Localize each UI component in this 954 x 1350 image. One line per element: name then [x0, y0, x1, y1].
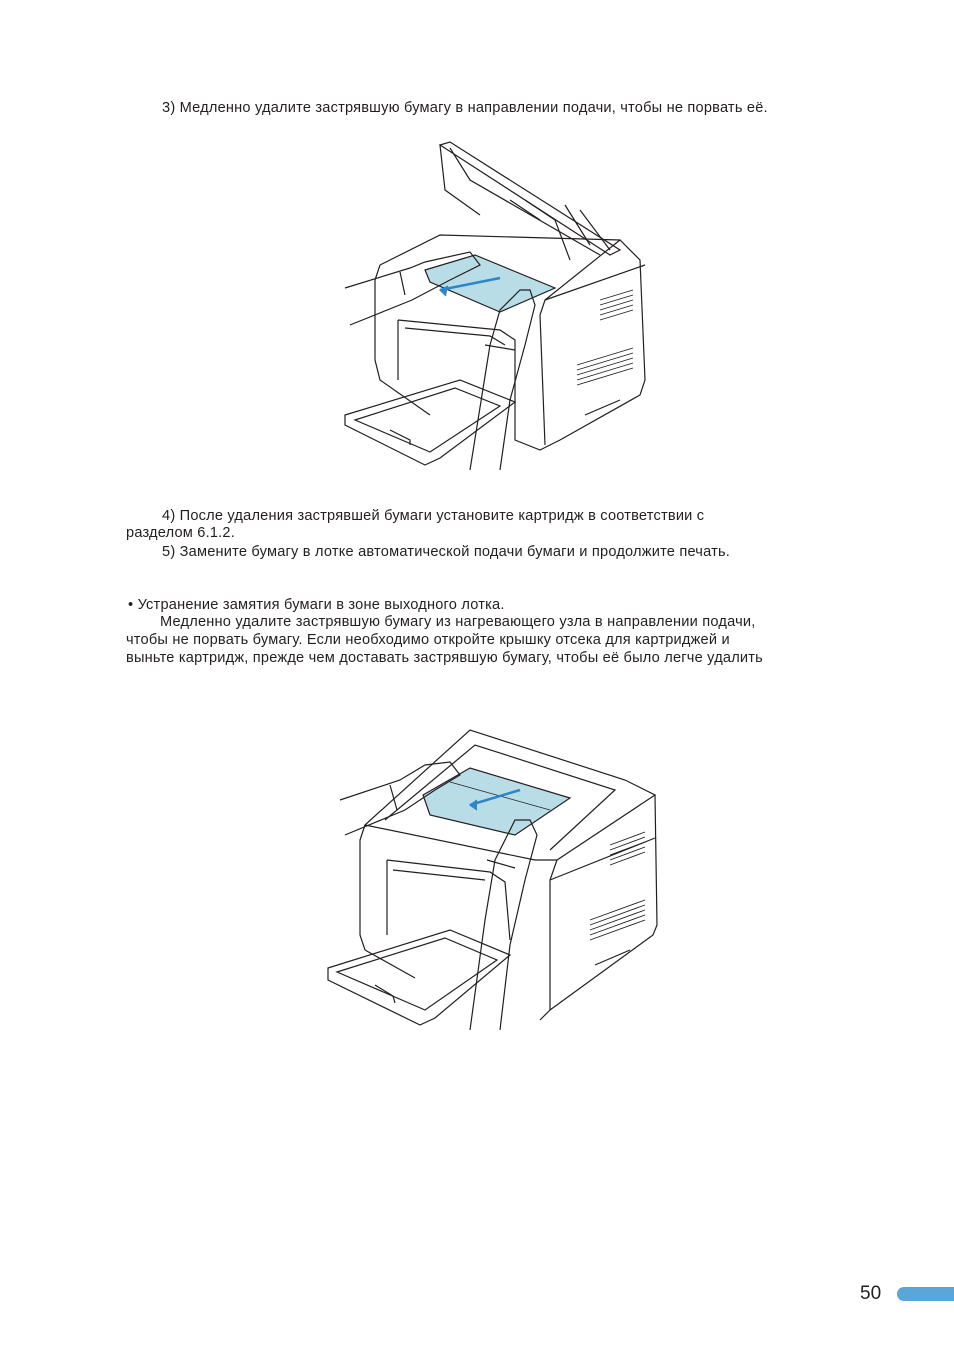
page-number: 50 — [860, 1283, 882, 1304]
step-3-text: 3) Медленно удалите застрявшую бумагу в направлении подачи, чтобы не порвать её. — [162, 100, 768, 116]
printer-open-cover-illustration — [340, 140, 660, 470]
section-heading: • Устранение замятия бумаги в зоне выходного лотка. — [128, 597, 505, 613]
section-paragraph-line-1: Медленно удалите застрявшую бумагу из нагревающего узла в направлении подачи, — [160, 614, 756, 630]
printer-output-tray-illustration — [325, 720, 665, 1030]
page-number-tab — [897, 1287, 954, 1301]
step-4-text-line-1: 4) После удаления застрявшей бумаги установите картридж в соответствии с — [162, 508, 705, 524]
step-5-text: 5) Замените бумагу в лотке автоматической подачи бумаги и продолжите печать. — [162, 544, 731, 560]
step-4-text-line-2: разделом 6.1.2. — [126, 525, 235, 541]
section-paragraph-line-3: выньте картридж, прежде чем доставать застрявшую бумагу, чтобы её было легче удалить — [126, 650, 763, 666]
section-paragraph-line-2: чтобы не порвать бумагу. Если необходимо откройте крышку отсека для картриджей и — [126, 632, 730, 648]
